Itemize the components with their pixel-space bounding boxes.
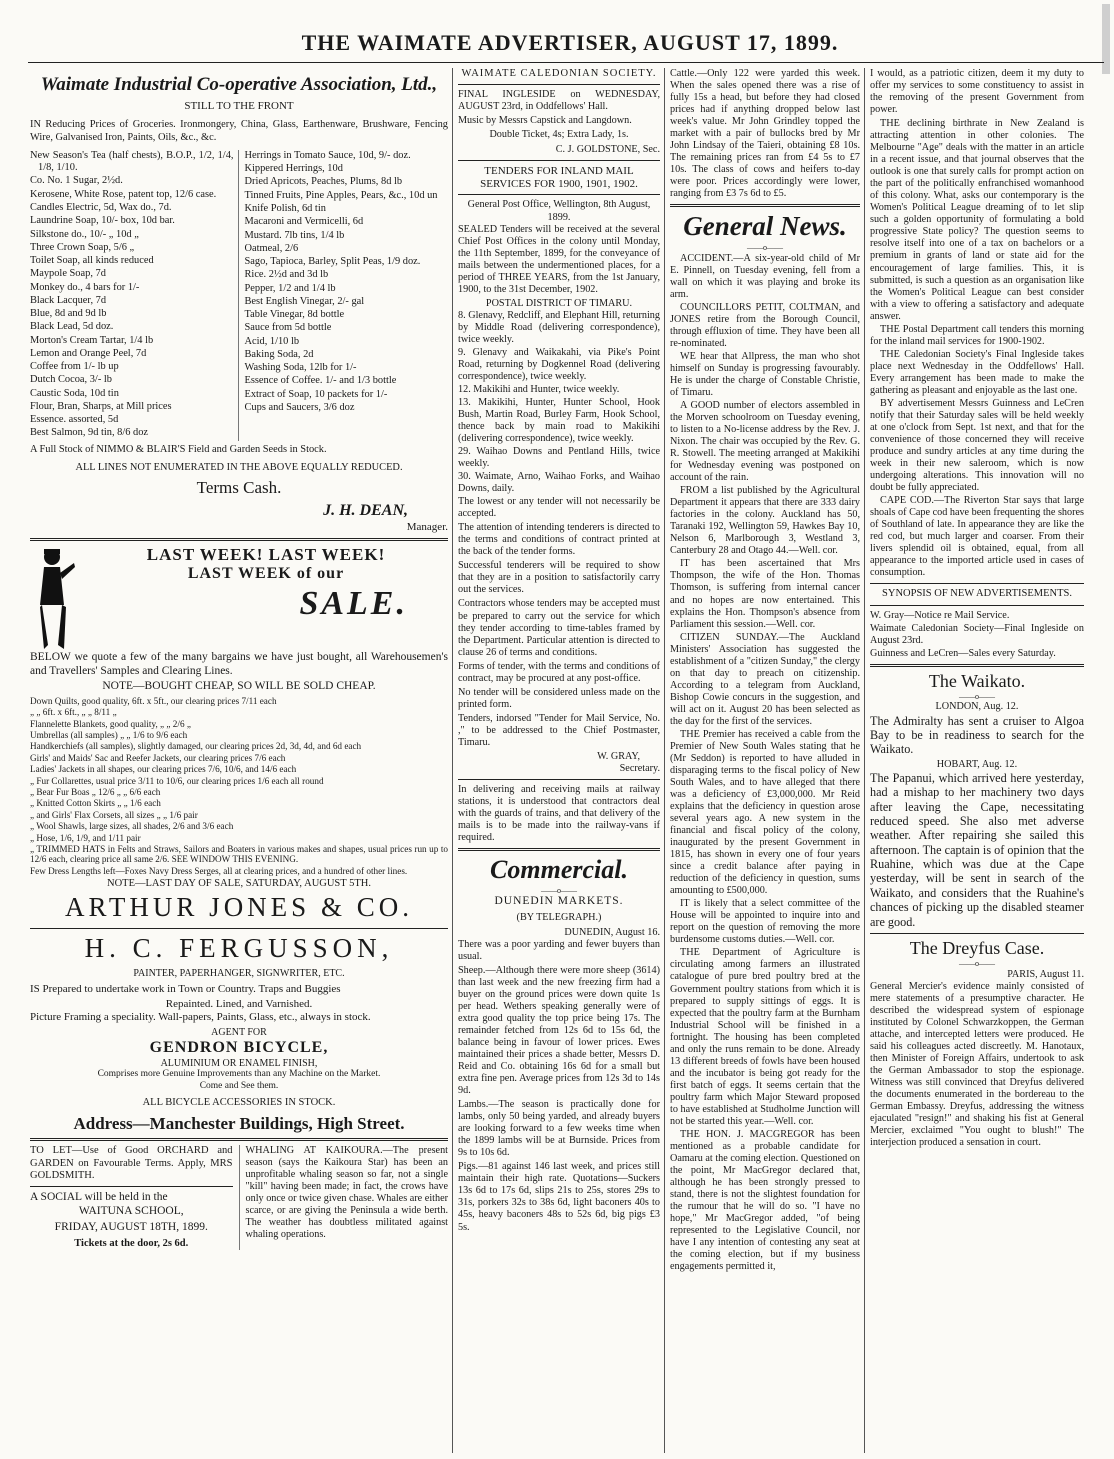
- sale-intro: BELOW we quote a few of the many bargains we have just bought, all Warehousemen's and Travellers' Samples and Clearing Lines.: [30, 651, 448, 677]
- coop-seeds: A Full Stock of NIMMO & BLAIR'S Field and Garden Seeds in Stock.: [30, 443, 327, 455]
- price-item: Baking Soda, 2d: [244, 348, 314, 360]
- caledonian-p3: Double Ticket, 4s; Extra Lady, 1s.: [489, 129, 629, 141]
- price-item: Cups and Saucers, 3/6 doz: [244, 401, 355, 413]
- tenders-p9: In delivering and receiving mails at railway stations, it is understood that contractors deal with the guards of trains, and that delivery of the mails is to be made into the railway-vans if required.: [458, 783, 660, 844]
- social-line-3: FRIDAY, AUGUST 18TH, 1899.: [54, 1221, 208, 1234]
- divider: [670, 204, 860, 207]
- coop-price-list-left: [30, 150, 239, 441]
- mail-route: 12. Makikihi and Hunter, twice weekly.: [458, 383, 620, 395]
- divider: [30, 1186, 233, 1187]
- news-paragraph: THE Caledonian Society's Final Ingleside takes place next Wednesday in the Oddfellows' Hall. Every arrangement has been made to make the gathering as pleasant and enjoyable as the last one.: [870, 348, 1084, 396]
- commercial-p1: There was a poor yarding and fewer buyers than usual.: [458, 938, 660, 962]
- masthead: THE WAIMATE ADVERTISER, AUGUST 17, 1899.: [301, 30, 839, 55]
- bottom-adverts: [30, 1145, 448, 1250]
- dreyfus-text: General Mercier's evidence mainly consisted of mere statements of a presumptive character. He described the widespread system of espionage instituted by Colonel Schwarzkoppen, the German attache, and intercepted letters were produced. He said his colleagues acted discreetly. M. Hanotaux, then Minister of Foreign Affairs, undertook to ask the German Ambassador to stop the espionage. Witness was still convinced that Dreyfus delivered the documents enumerated in the bordereau to the German Embassy. Dreyfus, addressing the witness ejaculated "resign!" and shaking his fist at General Mercier, exclaimed "You ought to blush!" The interjection produced a sensation in court.: [870, 980, 1084, 1149]
- price-item: Caustic Soda, 10d tin: [30, 387, 119, 399]
- news-paragraph: BY advertisement Messrs Guinness and LeCren notify that their Saturday sales will be held weekly at one o'clock from Sept. 1st next, and that for the convenience of those concerned they will receive produce and sundry articles at any time during the week in their new saleroom, which is now undergoing alterations. This innovation will no doubt be fully appreciated.: [870, 397, 1084, 494]
- coop-lines: ALL LINES NOT ENUMERATED IN THE ABOVE EQUALLY REDUCED.: [75, 462, 403, 474]
- coop-price-list-right: [245, 150, 449, 441]
- waikato-ornament: ——o——: [959, 692, 995, 702]
- price-item: Oatmeal, 2/6: [244, 242, 299, 254]
- sale-word: SALE.: [299, 585, 408, 623]
- sale-item-list: [30, 696, 448, 876]
- waikato-dateline-2: HOBART, Aug. 12.: [936, 758, 1018, 770]
- general-news-ornament: ——o——: [747, 243, 783, 253]
- sale-advert: [30, 545, 448, 651]
- tenders-p3: The attention of intending tenderers is directed to the terms and conditions of contract printed at the back of the tender forms.: [458, 522, 660, 558]
- synopsis-heading: SYNOPSIS OF NEW ADVERTISEMENTS.: [882, 588, 1072, 600]
- synopsis-list: [870, 610, 1084, 660]
- column-1: [30, 68, 448, 1453]
- fergusson-trade: PAINTER, PAPERHANGER, SIGNWRITER, ETC.: [133, 968, 345, 980]
- price-item: Acid, 1/10 lb: [244, 335, 300, 347]
- tenders-district: POSTAL DISTRICT OF TIMARU.: [485, 297, 633, 309]
- price-item: Best Salmon, 9d tin, 8/6 doz: [30, 427, 149, 439]
- commercial-subheading: DUNEDIN MARKETS.: [494, 895, 624, 908]
- caledonian-p2: Music by Messrs Capstick and Langdown.: [458, 115, 632, 127]
- fergusson-accessories: ALL BICYCLE ACCESSORIES IN STOCK.: [142, 1096, 336, 1108]
- price-item: Co. No. 1 Sugar, 2½d.: [30, 175, 123, 187]
- commercial-ornament: ——o——: [541, 885, 577, 895]
- tenders-p4: Successful tenderers will be required to show that they are in a position to satisfactorily carry out the services.: [458, 560, 660, 596]
- divider: [458, 194, 660, 195]
- column-divider: [664, 68, 665, 1453]
- price-item: Candles Electric, 5d, Wax do., 7d.: [30, 201, 172, 213]
- price-item: Silkstone do., 10/- „ 10d „: [30, 228, 139, 240]
- mail-route: 9. Glenavy and Waikakahi, via Pike's Point Road, returning by Dogkennel Road (delivering correspondence), twice weekly.: [458, 346, 660, 382]
- synopsis-item: Waimate Caledonian Society—Final Ingleside on August 23rd.: [870, 622, 1084, 646]
- news-paragraph: THE Department of Agriculture is circulating among farmers an illustrated catalogue of pure bred poultry bred at the Government poultry stations from which it is prepared to supply sittings of eggs. It is expected that the poultry farm at the Burnham Industrial School will be finished in a fortnight. The housing has been completed and only the runs remain to be done. Already 13 different breeds of fowls have been housed and the incubator is being got ready for the first batch of eggs. It seems certain that the poultry farm which Major Steward proposed to have established at Studholme Junction will not be started this year.—Well. cor.: [670, 947, 860, 1127]
- price-item: Rice. 2½d and 3d lb: [244, 269, 329, 281]
- tenders-p1: SEALED Tenders will be received at the several Chief Post Offices in the colony until Monday, the 11th September, 1899, for the conveyance of mails between the undermentioned places, for a period of THREE YEARS, from the 1st January, 1900, to the 31st December, 1902.: [458, 223, 660, 295]
- tenders-p5: Contractors whose tenders may be accepted must be prepared to carry out the service for which they tender according to time-tables framed by the Department. Particular attention is directed to clause 26 of terms and conditions.: [458, 598, 660, 658]
- price-item: Table Vinegar, 8d bottle: [244, 309, 345, 321]
- price-item: Dutch Cocoa, 3/- lb: [30, 374, 112, 386]
- commercial-dateline: DUNEDIN, August 16.: [564, 926, 660, 938]
- price-item: Three Crown Soap, 5/6 „: [30, 241, 135, 253]
- tenders-p6: Forms of tender, with the terms and conditions of contract, may be procured at any post-office.: [458, 660, 660, 684]
- divider: [870, 664, 1084, 667]
- mail-route: 29. Waihao Downs and Pentland Hills, twice weekly.: [458, 446, 660, 470]
- commercial-telegraph: (BY TELEGRAPH.): [516, 911, 602, 923]
- sale-item: „ Wool Shawls, large sizes, all shades, 2/6 and 3/6 each: [30, 821, 234, 832]
- sale-item: „ TRIMMED HATS in Felts and Straws, Sailors and Boaters in various makes and shapes, usual prices run up to 12/6 each, clearing price all same 2/6. SEE WINDOW THIS EVENING.: [30, 843, 448, 865]
- sale-note: NOTE—BOUGHT CHEAP, SO WILL BE SOLD CHEAP.: [102, 680, 376, 693]
- commercial-cattle: Cattle.—Only 122 were yarded this week. When the sales opened there was a rise of fully 15s a head, but before they had closed prices had if anything dropped below last week's value. Mr John Grindley topped the market with a pair of bullocks bred by Mr John Lindsay of the Taieri, obtaining £8 10s. The remaining prices ran from £4 5s to £7 10s. The class of cows and heifers to-day were poor. Prices accordingly were lower, ranging from £3 7s 6d to £5.: [670, 68, 860, 200]
- divider: [870, 605, 1084, 606]
- masthead-rule: [28, 62, 1104, 63]
- price-item: Monkey do., 4 bars for 1/-: [30, 281, 140, 293]
- fergusson-address: Address—Manchester Buildings, High Street.: [73, 1114, 405, 1134]
- news-paragraph: IT is likely that a select committee of the House will be appointed to inquire into and report on the question of removing the more burdensome customs duties.—Well. cor.: [670, 898, 860, 946]
- price-item: Laundrine Soap, 10/- box, 10d bar.: [30, 215, 175, 227]
- column-divider: [864, 68, 865, 1453]
- sale-item: Girls' and Maids' Sac and Reefer Jackets, our clearing prices 7/6 each: [30, 752, 286, 763]
- fergusson-p2: Repainted. Lined, and Varnished.: [165, 997, 313, 1010]
- price-item: Herrings in Tomato Sauce, 10d, 9/- doz.: [244, 149, 411, 161]
- synopsis-item: W. Gray—Notice re Mail Service.: [870, 609, 1010, 621]
- price-item: Knife Polish, 6d tin: [244, 202, 326, 214]
- waikato-heading: The Waikato.: [928, 670, 1026, 691]
- news-paragraph: CAPE COD.—The Riverton Star says that large shoals of Cape cod have been frequenting the shores of Southland of late. In appearance they are like the red cod, but much larger and coarser. From their livers splendid oil is obtained, equal, from all appearance to the imported article used in cases of consumption.: [870, 495, 1084, 579]
- news-paragraph: CITIZEN SUNDAY.—The Auckland Ministers' Association has suggested the establishment of a "citizen Sunday," the clergy on that day to preach on citizenship. According to a telegram from Auckland, Bishop Cowie concurs in the suggestion, and will act on it. August 20 has been selected as the day for the first of the services.: [670, 631, 860, 727]
- social-line-4: Tickets at the door, 2s 6d.: [74, 1238, 189, 1250]
- coop-role: Manager.: [406, 521, 448, 534]
- mail-route: 13. Makikihi, Hunter, Hunter School, Hook Bush, Martin Road, Burley Farm, Hook School, thence back by main road to Makikihi (delivering correspondence), twice weekly.: [458, 396, 660, 445]
- social-line-1: A SOCIAL will be held in the: [30, 1191, 168, 1204]
- price-item: Pepper, 1/2 and 1/4 lb: [244, 282, 336, 294]
- waikato-p2: The Papanui, which arrived here yesterday, had a mishap to her machinery two days after leaving the Cape, necessitating reduced speed. She also met adverse weather. After repairing she sailed this afternoon. The captain is of opinion that the Ruahine, which was due at the Cape yesterday, will be sent in search of the Waikato, and considers that the Ruahine's chances of picking up the disabled steamer are good.: [870, 770, 1084, 929]
- caledonian-p1: FINAL INGLESIDE on WEDNESDAY, AUGUST 23rd, in Oddfellows' Hall.: [458, 89, 660, 113]
- social-line-2: WAITUNA SCHOOL,: [78, 1204, 184, 1217]
- coop-price-list: [30, 150, 448, 441]
- sale-item: Umbrellas (all samples) „ „ 1/6 to 9/6 each: [30, 730, 188, 741]
- column-3: [670, 68, 860, 1453]
- bottom-left-adverts: [30, 1145, 240, 1250]
- price-item: Coffee from 1/- lb up: [30, 361, 119, 373]
- sale-firm: ARTHUR JONES & CO.: [65, 892, 413, 923]
- tenders-role: Secretary.: [619, 762, 660, 774]
- commercial-sheep: Sheep.—Although there were more sheep (3614) than last week and the new freezing firm had a buyer on the ground prices were down quite 1s per head. Wethers speaking generally were of extra good quality the top price being 17s. The remainder fetched from 12s 6d to 15s 6d, the balance being in favour of lower prices. Ewes maintained their prices a shade better, Messrs D. Reid and Co. obtaining 16s 6d for a small but extra fine pen. Average prices from 12s 3d to 14s 9d.: [458, 964, 660, 1097]
- price-item: Morton's Cream Tartar, 1/4 lb: [30, 334, 154, 346]
- divider: [458, 160, 660, 161]
- sale-item: Few Dress Lengths left—Foxes Navy Dress Serges, all at clearing prices, and a hundred of other lines.: [30, 865, 408, 876]
- coop-intro: IN Reducing Prices of Groceries. Ironmongery, China, Glass, Earthenware, Brushware, Fencing Wire, Galvanised Iron, Paints, Oils, &c., &c.: [30, 119, 448, 143]
- tenders-signature: W. GRAY,: [597, 750, 640, 762]
- coop-subtitle: STILL TO THE FRONT: [184, 100, 294, 113]
- to-let-advert: TO LET—Use of Good ORCHARD and GARDEN on Favourable Terms. Apply, MRS GOLDSMITH.: [30, 1145, 233, 1181]
- price-item: Essence of Coffee. 1/- and 1/3 bottle: [244, 375, 397, 387]
- sale-item: „ „ 6ft. x 6ft., „ „ 8/11 „: [30, 707, 117, 718]
- commercial-lambs: Lambs.—The season is practically done for lambs, only 50 being yarded, and already buyers are looking forward to a few weeks time when the 1899 lambs will be at Burnside. Prices from 9s to 10s 6d.: [458, 1099, 660, 1159]
- price-item: Best English Vinegar, 2/- gal: [244, 295, 365, 307]
- coop-title: Waimate Industrial Co-operative Association, Ltd.,: [40, 74, 438, 95]
- dreyfus-dateline: PARIS, August 11.: [1007, 968, 1084, 980]
- sale-heading-1: LAST WEEK! LAST WEEK!: [146, 545, 386, 565]
- price-item: Mustard. 7lb tins, 1/4 lb: [244, 229, 345, 241]
- news-paragraph: THE Premier has received a cable from the Premier of New South Wales stating that he (Mr Seddon) is reported to have alluded in disparaging terms to the fiscal policy of New South Wales, and to have alleged that there was a deficiency of £3,000,000. Mr Reid explains that the deficiency in question arose several years ago. A new system in the financial and fiscal policy of the colony, inaugurated by the present Government in 1815, has shown in every one of four years since a credit balance after paying in reduction of the deficiency in question, sums amounting to £500,000.: [670, 728, 860, 897]
- price-item: Kerosene, White Rose, patent top, 12/6 case.: [30, 188, 217, 200]
- tenders-p8: Tenders, indorsed "Tender for Mail Service, No. ," to be addressed to the Chief Postmaster, Timaru.: [458, 712, 660, 748]
- general-news-heading: General News.: [683, 211, 847, 242]
- commercial-heading: Commercial.: [490, 855, 628, 885]
- tenders-p2: The lowest or any tender will not necessarily be accepted.: [458, 496, 660, 520]
- dreyfus-ornament: ——o——: [959, 959, 995, 969]
- news-paragraph: THE declining birthrate in New Zealand is attracting attention in other colonies. The Melbourne "Age" deals with the matter in an article in a recent issue, and that journal observes that the outlook is one that surely calls for prompt action on the part of the politically enfranchised womanhood of this colony. What, asks our contemporary is the Women's Political League dreaming of to let slip such a golden opportunity of formulating a bold progressive State policy? The question seems to resolve itself into one of a tax on bachelors or a premium in grants of land or state aid for the encouragement of large families. This, it is submitted, is such a question as an organisation like the Women's Political League can best consider with a view to offering a satisfactory and adequate answer.: [870, 118, 1084, 322]
- tenders-office: General Post Office, Wellington, 8th August, 1899.: [467, 199, 651, 223]
- divider: [870, 583, 1084, 584]
- price-item: Flour, Bran, Sharps, at Mill prices: [30, 400, 172, 412]
- fergusson-bicycle: GENDRON BICYCLE,: [149, 1038, 329, 1056]
- price-item: New Season's Tea (half chests), B.O.P., 1/2, 1/4, 1/8, 1/10.: [30, 149, 234, 174]
- caledonian-heading: WAIMATE CALEDONIAN SOCIETY.: [461, 68, 657, 79]
- news-paragraph: THE HON. J. MACGREGOR has been mentioned as a probable candidate for Oamaru at the coming election. Questioned on the point, Mr MacGregor declared that, although he has been strongly pressed to stand, there is not the slightest foundation for the rumour that he will do so. "I have no hope," Mr MacGregor added, "of being represented to the Legislative Council, nor have I any intention of contesting any seat at the coming election, but if my business engagements permitted it,: [670, 1128, 860, 1273]
- fergusson-name: H. C. FERGUSSON,: [84, 933, 394, 964]
- column-2: [458, 68, 660, 1453]
- general-news-items-continued: [870, 118, 1084, 579]
- sale-item: „ Bear Fur Boas „ 12/6 „ „ 6/6 each: [30, 786, 161, 797]
- news-paragraph: A GOOD number of electors assembled in the Morven schoolroom on Tuesday evening, to listen to a No-license address by the Rev. J. Nixon. The chair was occupied by the Rev. G. R. Stowell. The meeting arranged at Makikihi for Wednesday evening was postponed on account of the rain.: [670, 400, 860, 484]
- price-item: Black Lacquer, 7d: [30, 294, 107, 306]
- divider: [458, 848, 660, 851]
- price-item: Lemon and Orange Peel, 7d: [30, 347, 147, 359]
- price-item: Washing Soda, 12lb for 1/-: [244, 362, 357, 374]
- fergusson-p3: Picture Framing a speciality. Wall-papers, Paints, Glass, etc., always in stock.: [30, 1010, 371, 1023]
- price-item: Maypole Soap, 7d: [30, 268, 106, 280]
- tenders-heading: TENDERS FOR INLAND MAIL SERVICES FOR 1900, 1901, 1902.: [480, 164, 638, 190]
- sale-item: „ and Girls' Flax Corsets, all sizes „ „ 1/6 pair: [30, 809, 198, 820]
- price-item: Sauce from 5d bottle: [244, 322, 332, 334]
- fergusson-comprises: Comprises more Genuine Improvements than any Machine on the Market. Come and See them.: [97, 1069, 381, 1091]
- mail-route: 30. Waimate, Arno, Waihao Forks, and Waihao Downs, daily.: [458, 471, 660, 495]
- commercial-pigs: Pigs.—81 against 146 last week, and prices still maintain their high rate. Quotations—Suckers 13s 6d to 17s 6d, slips 21s to 25s, stores 29s to 31s, porkers 32s to 38s 6d, light baconers 40s to 45s, heavy baconers 48s to 52s 6d, big pigs £3 5s.: [458, 1161, 660, 1233]
- sale-item: Flannelette Blankets, good quality, „ „ 2/6 „: [30, 718, 191, 729]
- town-crier-figure-icon: [30, 545, 76, 651]
- news-paragraph: IT has been ascertained that Mrs Thompson, the wife of the Hon. Thomas Thomson, is suffering from internal cancer and no hopes are now entertained. This explains the Hon. Thompson's absence from Parliament this session.—Well. cor.: [670, 558, 860, 630]
- column-divider: [452, 68, 453, 1453]
- general-news-items: [670, 253, 860, 1274]
- price-item: Macaroni and Vermicelli, 6d: [244, 216, 364, 228]
- news-paragraph: COUNCILLORS PETIT, COLTMAN, and JONES retire from the Borough Council, through effluxion of time. They have been all re-nominated.: [670, 301, 860, 349]
- divider: [30, 1138, 448, 1141]
- tenders-routes: [458, 310, 660, 495]
- divider: [870, 933, 1084, 934]
- sale-item: Handkerchiefs (all samples), slightly damaged, our clearing prices 2d, 3d, 4d, and 6d each: [30, 741, 362, 752]
- sale-item: „ Fur Collarettes, usual price 3/11 to 10/6, our clearing prices 1/6 each all round: [30, 775, 324, 786]
- price-item: Blue, 8d and 9d lb: [30, 308, 107, 320]
- caledonian-signature: C. J. GOLDSTONE, Sec.: [555, 143, 660, 155]
- general-news-continued: I would, as a patriotic citizen, deem it my duty to offer my services to some constituency to assist in the removing of the present Government from power.: [870, 68, 1084, 116]
- waikato-p1: The Admiralty has sent a cruiser to Algoa Bay to be in readiness to search for the Waikato.: [870, 713, 1084, 757]
- divider: [30, 538, 448, 541]
- sale-item: Down Quilts, good quality, 6ft. x 5ft., our clearing prices 7/11 each: [30, 695, 277, 706]
- fergusson-finish: ALUMINIUM OR ENAMEL FINISH,: [160, 1057, 318, 1069]
- coop-terms: Terms Cash.: [196, 478, 282, 498]
- price-item: Sago, Tapioca, Barley, Split Peas, 1/9 doz.: [244, 256, 421, 268]
- dreyfus-heading: The Dreyfus Case.: [909, 938, 1045, 959]
- tenders-p7: No tender will be considered unless made on the printed form.: [458, 686, 660, 710]
- waikato-dateline-1: LONDON, Aug. 12.: [935, 701, 1019, 713]
- price-item: Kippered Herrings, 10d: [244, 163, 343, 175]
- divider: [30, 928, 448, 929]
- page-edge-mark: [1102, 4, 1110, 74]
- news-paragraph: ACCIDENT.—A six-year-old child of Mr E. Pinnell, on Tuesday evening, fell from a wall on which it was playing and broke its arm.: [670, 252, 860, 300]
- divider: [458, 779, 660, 780]
- synopsis-item: Guinness and LeCren—Sales every Saturday.: [870, 647, 1056, 659]
- mail-route: 8. Glenavy, Redcliff, and Elephant Hill, returning by Middle Road (delivering correspondence), twice weekly.: [458, 309, 660, 345]
- price-item: Dried Apricots, Peaches, Plums, 8d lb: [244, 176, 403, 188]
- price-item: Toilet Soap, all kinds reduced: [30, 255, 154, 267]
- price-item: Black Lead, 5d doz.: [30, 321, 114, 333]
- price-item: Essence. assorted, 5d: [30, 414, 119, 426]
- sale-heading-2: LAST WEEK of our: [187, 565, 345, 583]
- news-paragraph: THE Postal Department call tenders this morning for the inland mail services for 1900-1902.: [870, 323, 1084, 347]
- price-item: Extract of Soap, 10 packets for 1/-: [244, 388, 388, 400]
- sale-item: „ Hose, 1/6, 1/9, and 1/11 pair: [30, 832, 141, 843]
- news-paragraph: WE hear that Allpress, the man who shot himself on Sunday is progressing favourably. He is under the charge of Constable Christie, of Timaru.: [670, 350, 860, 398]
- whaling-item: [246, 1145, 449, 1250]
- news-paragraph: FROM a list published by the Agricultural Department it appears that there are 333 dairy factories in the colony. Auckland has 50, Taranaki 192, Wellington 59, Hawkes Bay 10, Nelson 6, Marlborough 3, Westland 3, Canterbury 28 and Otago 44.—Well. cor.: [670, 485, 860, 557]
- sale-last-day: NOTE—LAST DAY OF SALE, SATURDAY, AUGUST 5TH.: [107, 878, 371, 890]
- column-4: [870, 68, 1084, 1453]
- coop-signature: J. H. DEAN,: [323, 502, 408, 520]
- fergusson-agent: AGENT FOR: [211, 1026, 267, 1038]
- price-item: Tinned Fruits, Pine Apples, Pears, &c., 10d un: [244, 189, 438, 201]
- sale-item: Ladies' Jackets in all shapes, our clearing prices 7/6, 10/6, and 14/6 each: [30, 764, 297, 775]
- fergusson-p1: IS Prepared to undertake work in Town or Country. Traps and Buggies: [30, 983, 341, 995]
- divider: [458, 84, 660, 85]
- whaling-text: WHALING AT KAIKOURA.—The present season (says the Kaikoura Star) has been an unprofitable whaling season so far, not a single "kill" having been made; in fact, the crows have only once or twice given chase. Whales are either scarce, or are giving the Peninsula a wide berth. The weather has doubtless militated against whaling operations.: [245, 1145, 448, 1241]
- sale-item: „ Knitted Cotton Skirts „ „ 1/6 each: [30, 798, 161, 809]
